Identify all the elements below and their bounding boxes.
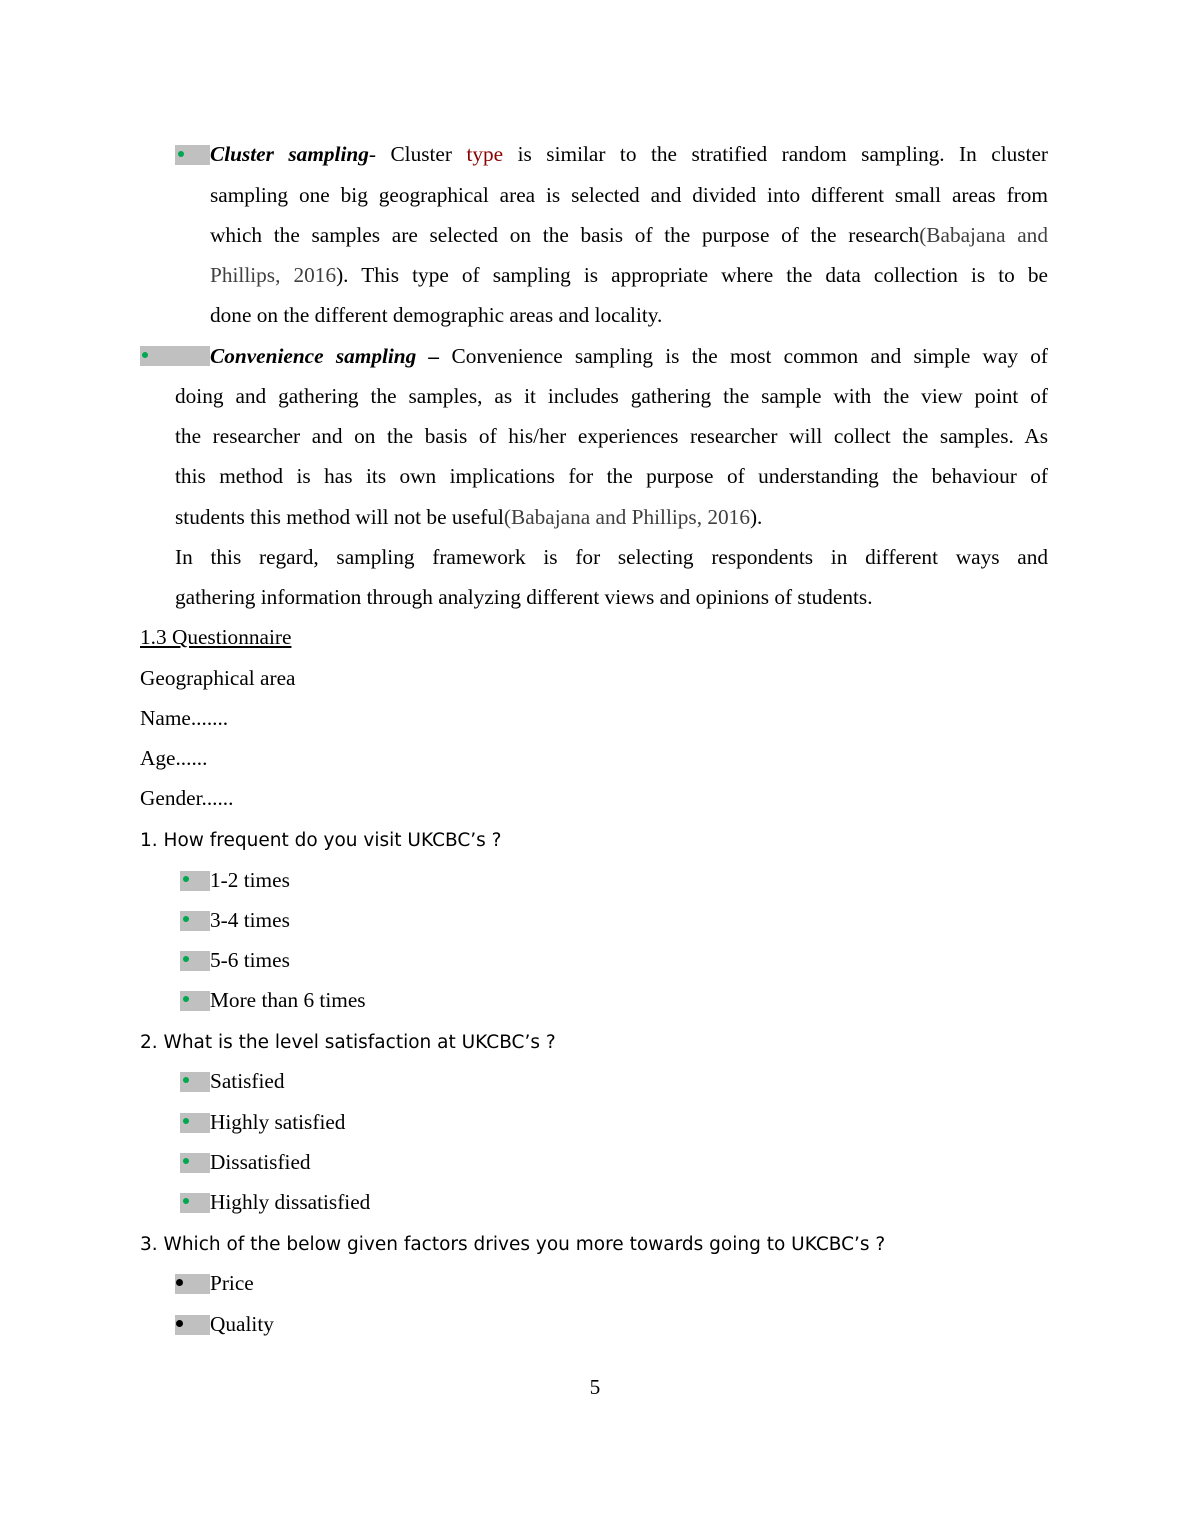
q2-option: Satisfied: [210, 1069, 285, 1093]
cluster-line-1: Cluster sampling- Cluster type is similar to the stratified random sampling. In cluster: [210, 142, 1049, 166]
regard-line-1: In this regard, sampling framework is for selecting respondents in different ways and: [175, 545, 1048, 569]
cluster-line-5: done on the different demographic areas and locality.: [210, 303, 663, 327]
cluster-line-4: Phillips, 2016). This type of sampling is appropriate where the data collection is to be: [210, 263, 1048, 287]
convenience-heading: Convenience sampling –: [210, 344, 440, 368]
convenience-line-2: doing and gathering the samples, as it includes gathering the sample with the view point of: [175, 384, 1048, 408]
bullet-dot-icon: [176, 1279, 183, 1286]
cluster-heading: Cluster sampling: [210, 142, 369, 166]
citation: (Babajana and: [919, 223, 1048, 247]
field-age: Age......: [140, 746, 208, 770]
question-2: 2. What is the level satisfaction at UKCBC’s ?: [140, 1032, 556, 1053]
highlighted-word: type: [466, 142, 504, 166]
field-gender: Gender......: [140, 786, 234, 810]
cluster-line-3: which the samples are selected on the basis of the purpose of the research(Babajana and: [210, 223, 1048, 247]
convenience-line-5: students this method will not be useful(Babajana and Phillips, 2016).: [175, 505, 763, 529]
question-3: 3. Which of the below given factors drives you more towards going to UKCBC’s ?: [140, 1234, 886, 1255]
question-1: 1. How frequent do you visit UKCBC’s ?: [140, 830, 502, 851]
bullet-dot-icon: [183, 1198, 189, 1204]
bullet-dot-icon: [176, 1320, 183, 1327]
convenience-line-4: this method is has its own implications for the purpose of understanding the behaviour of: [175, 464, 1048, 488]
field-name: Name.......: [140, 706, 229, 730]
convenience-line-1: Convenience sampling – Convenience sampling is the most common and simple way of: [210, 344, 1049, 368]
citation: (Babajana and Phillips, 2016: [503, 505, 750, 529]
bullet-dot-icon: [178, 151, 184, 157]
page-number: 5: [589, 1375, 601, 1399]
bullet-dot-icon: [183, 916, 189, 922]
bullet-dot-icon: [183, 876, 189, 882]
q1-option: 5-6 times: [210, 948, 290, 972]
citation: Phillips, 2016: [210, 263, 337, 287]
q1-option: 1-2 times: [210, 868, 290, 892]
q3-option: Quality: [210, 1312, 274, 1336]
bullet-dot-icon: [183, 956, 189, 962]
section-heading: 1.3 Questionnaire: [140, 625, 292, 649]
bullet-dot-icon: [183, 996, 189, 1002]
bullet-dot-icon: [183, 1158, 189, 1164]
regard-line-2: gathering information through analyzing different views and opinions of students.: [175, 585, 873, 609]
q2-option: Highly satisfied: [210, 1110, 346, 1134]
q2-option: Highly dissatisfied: [210, 1190, 371, 1214]
cluster-line-2: sampling one big geographical area is selected and divided into different small areas from: [210, 183, 1048, 207]
q1-option: 3-4 times: [210, 908, 290, 932]
bullet-marker-box: [140, 346, 210, 366]
bullet-dot-icon: [142, 352, 148, 358]
bullet-dot-icon: [183, 1077, 189, 1083]
q2-option: Dissatisfied: [210, 1150, 311, 1174]
q1-option: More than 6 times: [210, 988, 366, 1012]
bullet-dot-icon: [183, 1118, 189, 1124]
q3-option: Price: [210, 1271, 254, 1295]
convenience-line-3: the researcher and on the basis of his/her experiences researcher will collect the samples. As: [175, 424, 1048, 448]
field-geographical-area: Geographical area: [140, 666, 296, 690]
